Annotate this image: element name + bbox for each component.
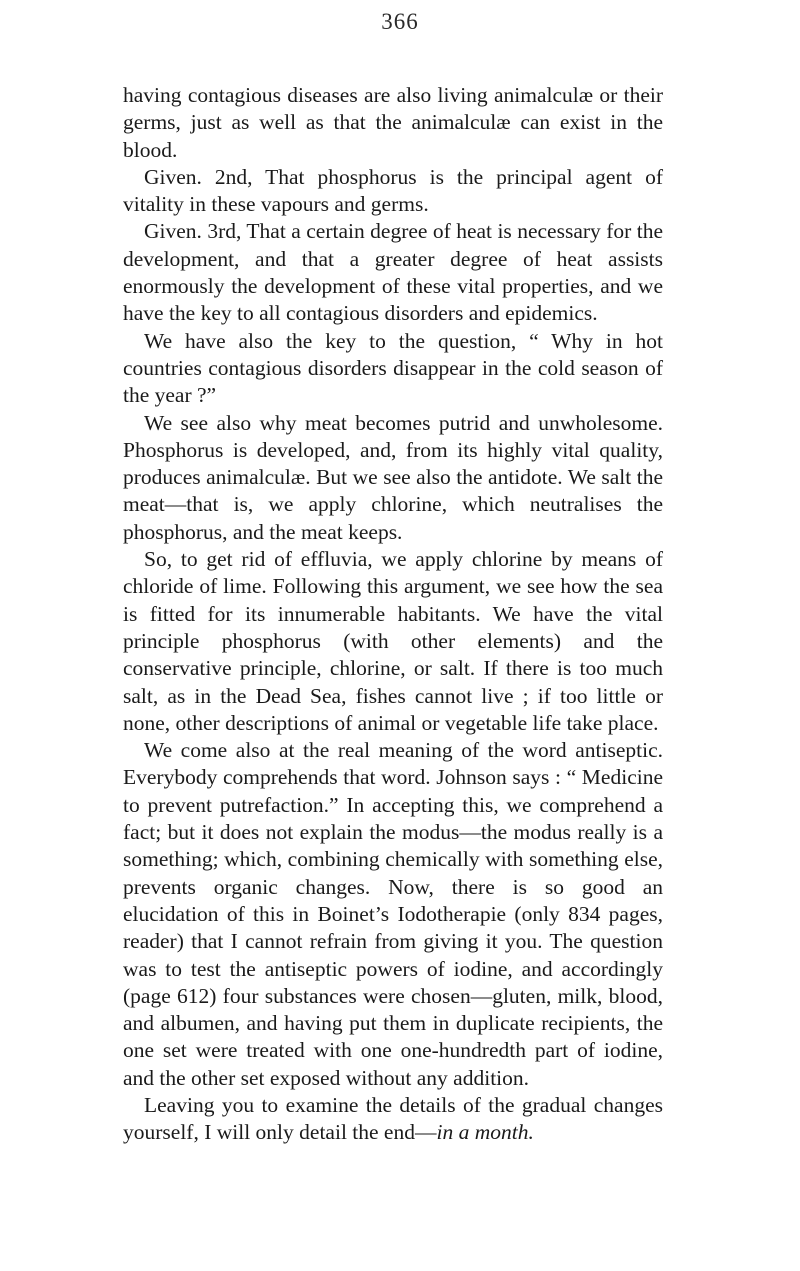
paragraph: We have also the key to the question, “ Why in hot countries contagious disorders disappear in the cold season of the year ?” (123, 328, 663, 408)
paragraph: Given. 2nd, That phosphorus is the principal agent of vitality in these vapours and germs. (123, 164, 663, 217)
paragraph-last-text: Leaving you to examine the details of the gradual changes yourself, I will only detail the end— (123, 1092, 663, 1145)
paragraph: Given. 3rd, That a certain degree of heat is necessary for the development, and that a greater degree of heat assists enormously the development of these vital properties, and we have the key to all contagious disorders and epidemics. (123, 219, 663, 326)
paragraph-last (123, 1092, 663, 1147)
italic-emphasis: in a month. (436, 1120, 534, 1145)
page-number: 366 (381, 9, 419, 34)
paragraph: So, to get rid of effluvia, we apply chlorine by means of chloride of lime. Following this argument, we see how the sea is fitted for its innumerable habitants. We have the vital principle phosphorus (with other elements) and the conservative principle, chlorine, or salt. If there is too much salt, as in the Dead Sea, fishes cannot live ; if too little or none, other descriptions of animal or vegetable life take place. (123, 547, 663, 735)
paragraph: We see also why meat becomes putrid and unwholesome. Phosphorus is developed, and, from its highly vital quality, produces animalculæ. But we see also the antidote. We salt the meat—that is, we apply chlorine, which neutralises the phosphorus, and the meat keeps. (123, 410, 663, 544)
body-text (123, 82, 663, 1147)
paragraph: having contagious diseases are also living animalculæ or their germs, just as well as that the animalculæ can exist in the blood. (123, 83, 663, 162)
paragraph: We come also at the real meaning of the word antiseptic. Everybody comprehends that word. Johnson says : “ Medicine to prevent putrefaction.” In accepting this, we comprehend a fact; but it does not explain the modus—the modus really is a something; which, combining chemically with something else, prevents organic changes. Now, there is so good an elucidation of this in Boinet’s Iodotherapie (only 834 pages, reader) that I cannot refrain from giving it you. The question was to test the antiseptic powers of iodine, and accordingly (page 612) four substances were chosen—gluten, milk, blood, and albumen, and having put them in duplicate recipients, the one set were treated with one one-hundredth part of iodine, and the other set exposed without any addition. (123, 738, 663, 1090)
